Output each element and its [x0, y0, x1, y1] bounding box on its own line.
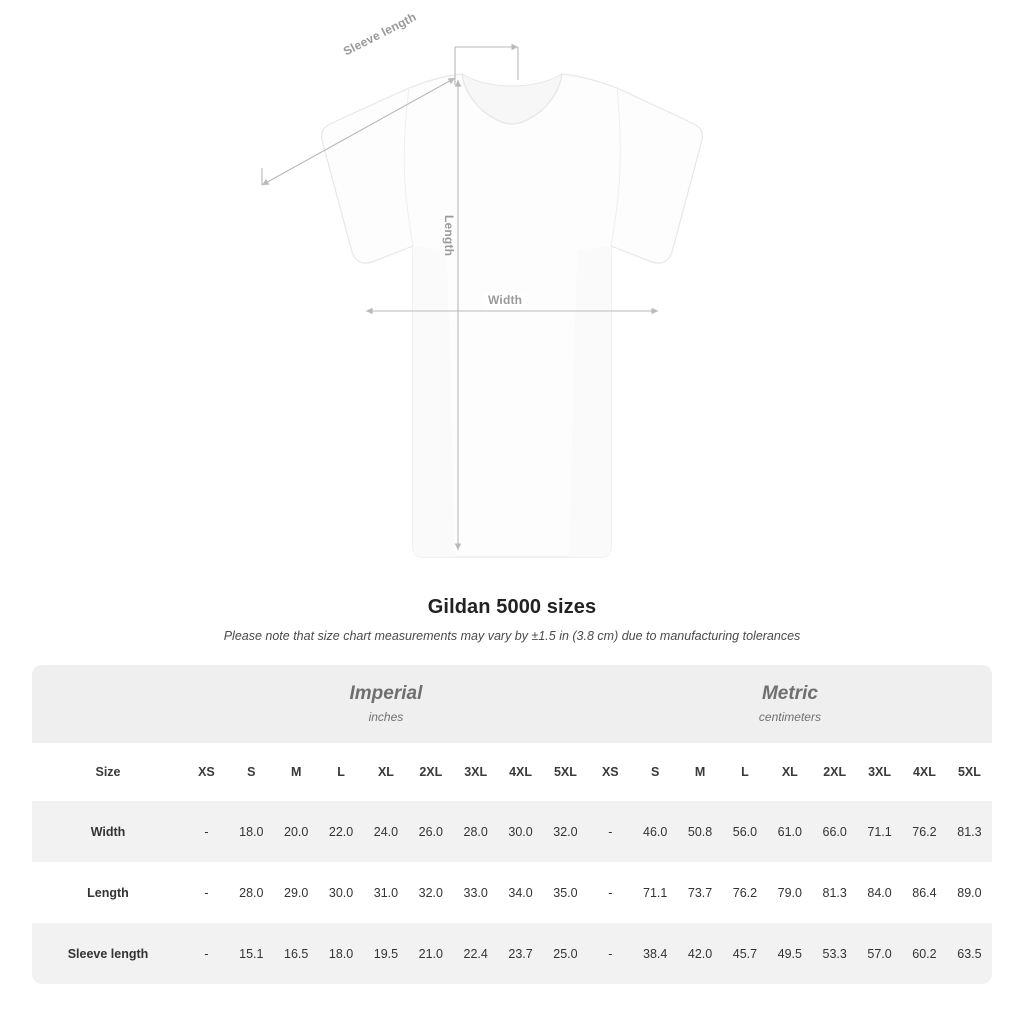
- cell-width-imperial-5xl: 32.0: [543, 801, 588, 862]
- size-table: [32, 665, 992, 984]
- unit-metric-cell: [588, 665, 992, 743]
- cell-sleeve-metric-s: 38.4: [633, 923, 678, 984]
- cell-length-metric-m: 73.7: [678, 862, 723, 923]
- cell-width-metric-s: 46.0: [633, 801, 678, 862]
- header-metric-xl: XL: [767, 743, 812, 801]
- cell-sleeve-metric-5xl: 63.5: [947, 923, 992, 984]
- table-row: [32, 923, 992, 984]
- sleeve-length-label: Sleeve length: [341, 9, 419, 59]
- unit-imperial-sub: inches: [368, 709, 404, 724]
- cell-length-metric-3xl: 84.0: [857, 862, 902, 923]
- unit-imperial-cell: [184, 665, 588, 743]
- header-imperial-xs: XS: [184, 743, 229, 801]
- cell-width-metric-xl: 61.0: [767, 801, 812, 862]
- cell-length-metric-xl: 79.0: [767, 862, 812, 923]
- cell-length-imperial-m: 29.0: [274, 862, 319, 923]
- header-metric-4xl: 4XL: [902, 743, 947, 801]
- tolerance-note: Please note that size chart measurements may vary by ±1.5 in (3.8 cm) due to manufacturing tolerances: [223, 629, 801, 643]
- header-imperial-5xl: 5XL: [543, 743, 588, 801]
- header-imperial-2xl: 2XL: [408, 743, 453, 801]
- cell-width-metric-5xl: 81.3: [947, 801, 992, 862]
- row-label-length: Length: [32, 862, 184, 923]
- unit-spacer-cell: [32, 665, 184, 743]
- header-imperial-3xl: 3XL: [453, 743, 498, 801]
- cell-length-imperial-5xl: 35.0: [543, 862, 588, 923]
- cell-sleeve-imperial-m: 16.5: [274, 923, 319, 984]
- cell-sleeve-imperial-5xl: 25.0: [543, 923, 588, 984]
- cell-width-metric-2xl: 66.0: [812, 801, 857, 862]
- cell-length-imperial-4xl: 34.0: [498, 862, 543, 923]
- cell-length-imperial-3xl: 33.0: [453, 862, 498, 923]
- tshirt-shape: [322, 74, 703, 557]
- header-imperial-4xl: 4XL: [498, 743, 543, 801]
- cell-width-imperial-4xl: 30.0: [498, 801, 543, 862]
- cell-length-metric-5xl: 89.0: [947, 862, 992, 923]
- cell-length-imperial-xs: -: [184, 862, 229, 923]
- cell-length-imperial-xl: 31.0: [364, 862, 409, 923]
- cell-sleeve-metric-xl: 49.5: [767, 923, 812, 984]
- header-metric-3xl: 3XL: [857, 743, 902, 801]
- cell-width-imperial-xl: 24.0: [364, 801, 409, 862]
- unit-header-row: [32, 665, 992, 743]
- width-label: Width: [484, 293, 526, 307]
- cell-length-metric-2xl: 81.3: [812, 862, 857, 923]
- table-row: [32, 862, 992, 923]
- cell-sleeve-metric-3xl: 57.0: [857, 923, 902, 984]
- cell-length-metric-s: 71.1: [633, 862, 678, 923]
- row-label-sleeve-length: Sleeve length: [32, 923, 184, 984]
- cell-width-metric-3xl: 71.1: [857, 801, 902, 862]
- cell-sleeve-imperial-s: 15.1: [229, 923, 274, 984]
- header-imperial-s: S: [229, 743, 274, 801]
- cell-sleeve-imperial-l: 18.0: [319, 923, 364, 984]
- cell-sleeve-metric-xs: -: [588, 923, 633, 984]
- unit-metric-sub: centimeters: [758, 709, 821, 724]
- cell-sleeve-imperial-xs: -: [184, 923, 229, 984]
- size-header-label: Size: [32, 743, 184, 801]
- cell-sleeve-metric-2xl: 53.3: [812, 923, 857, 984]
- header-metric-xs: XS: [588, 743, 633, 801]
- cell-length-imperial-l: 30.0: [319, 862, 364, 923]
- cell-length-metric-4xl: 86.4: [902, 862, 947, 923]
- cell-width-imperial-xs: -: [184, 801, 229, 862]
- unit-metric-name: Metric: [761, 683, 818, 705]
- cell-sleeve-metric-l: 45.7: [723, 923, 768, 984]
- header-imperial-m: M: [274, 743, 319, 801]
- cell-width-imperial-s: 18.0: [229, 801, 274, 862]
- cell-sleeve-imperial-3xl: 22.4: [453, 923, 498, 984]
- cell-length-metric-xs: -: [588, 862, 633, 923]
- cell-width-imperial-l: 22.0: [319, 801, 364, 862]
- header-metric-s: S: [633, 743, 678, 801]
- cell-sleeve-metric-4xl: 60.2: [902, 923, 947, 984]
- size-header-row: [32, 743, 992, 801]
- cell-sleeve-imperial-4xl: 23.7: [498, 923, 543, 984]
- header-metric-5xl: 5XL: [947, 743, 992, 801]
- row-label-width: Width: [32, 801, 184, 862]
- cell-width-metric-m: 50.8: [678, 801, 723, 862]
- table-row: [32, 801, 992, 862]
- cell-width-metric-l: 56.0: [723, 801, 768, 862]
- page-title: Gildan 5000 sizes: [427, 596, 597, 618]
- header-metric-m: M: [678, 743, 723, 801]
- header-metric-2xl: 2XL: [812, 743, 857, 801]
- cell-sleeve-metric-m: 42.0: [678, 923, 723, 984]
- header-imperial-xl: XL: [364, 743, 409, 801]
- cell-sleeve-imperial-xl: 19.5: [364, 923, 409, 984]
- cell-sleeve-imperial-2xl: 21.0: [408, 923, 453, 984]
- cell-width-imperial-3xl: 28.0: [453, 801, 498, 862]
- cell-width-imperial-m: 20.0: [274, 801, 319, 862]
- cell-length-imperial-2xl: 32.0: [408, 862, 453, 923]
- unit-imperial-name: Imperial: [349, 683, 423, 705]
- cell-length-imperial-s: 28.0: [229, 862, 274, 923]
- cell-width-imperial-2xl: 26.0: [408, 801, 453, 862]
- header-metric-l: L: [723, 743, 768, 801]
- cell-width-metric-xs: -: [588, 801, 633, 862]
- length-label: Length: [442, 215, 456, 257]
- cell-length-metric-l: 76.2: [723, 862, 768, 923]
- size-table-wrapper: [32, 665, 992, 984]
- header-imperial-l: L: [319, 743, 364, 801]
- cell-width-metric-4xl: 76.2: [902, 801, 947, 862]
